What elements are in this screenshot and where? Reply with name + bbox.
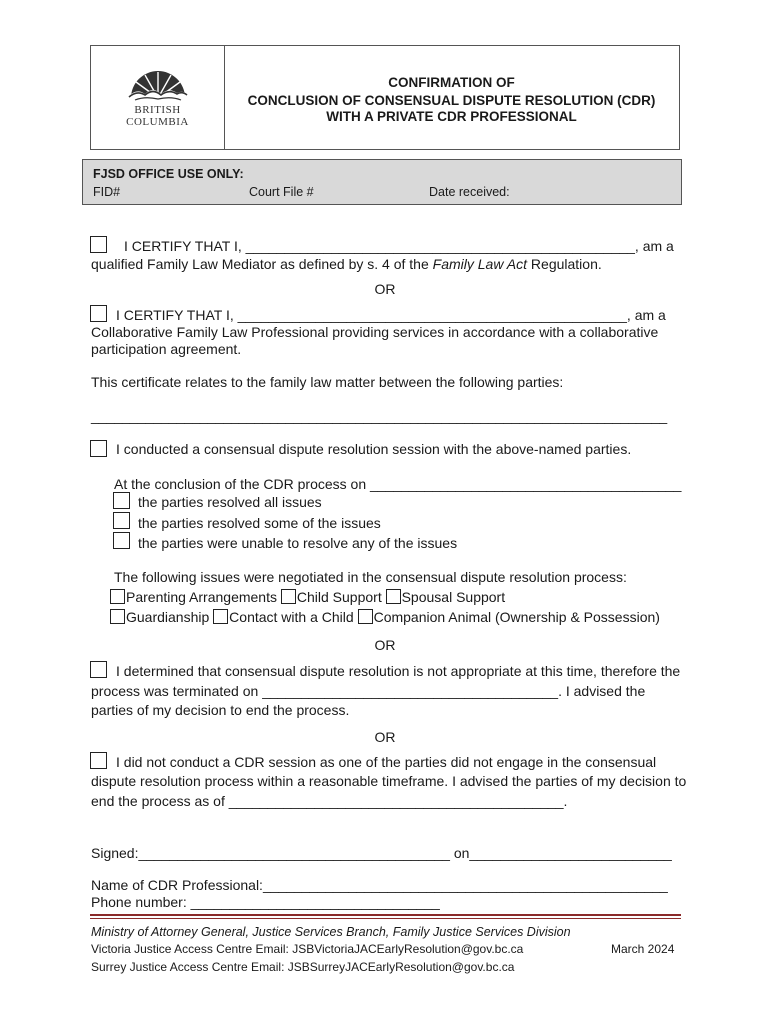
or-divider-1: OR bbox=[374, 281, 396, 297]
professional-name-line: Name of CDR Professional:____________________________________________________ bbox=[91, 877, 668, 893]
session-checkbox[interactable] bbox=[90, 440, 107, 457]
spousal-support-checkbox[interactable] bbox=[386, 589, 401, 604]
bc-logo-icon bbox=[127, 68, 189, 102]
companion-animal-checkbox[interactable] bbox=[358, 609, 373, 624]
guardianship-checkbox[interactable] bbox=[110, 609, 125, 624]
footer-rule-thin bbox=[90, 918, 681, 919]
terminated-line3: parties of my decision to end the process. bbox=[91, 702, 350, 718]
terminated-line1: I determined that consensual dispute resolution is not appropriate at this time, therefore the bbox=[116, 663, 681, 679]
parties-blank: __________________________________________________________________________ bbox=[91, 408, 668, 424]
signed-line: Signed:________________________________________ on__________________________ bbox=[91, 845, 672, 861]
unresolved-checkbox[interactable] bbox=[113, 532, 130, 549]
mediator-checkbox[interactable] bbox=[90, 236, 107, 253]
collaborative-checkbox[interactable] bbox=[90, 305, 107, 322]
certify-collab-line1: I CERTIFY THAT I, __________________________________________________, am a bbox=[116, 307, 666, 323]
footer-rule bbox=[90, 914, 681, 916]
date-received-label: Date received: bbox=[429, 185, 510, 199]
or-divider-2: OR bbox=[374, 637, 396, 653]
session-text: I conducted a consensual dispute resolution session with the above-named parties. bbox=[116, 441, 632, 457]
or-divider-3: OR bbox=[374, 729, 396, 745]
page-title-line3: WITH A PRIVATE CDR PROFESSIONAL bbox=[326, 109, 577, 124]
office-use-heading: FJSD OFFICE USE ONLY: bbox=[93, 167, 244, 181]
terminated-line2: process was terminated on ______________________________________. I advised the bbox=[91, 683, 646, 699]
contact-checkbox[interactable] bbox=[213, 609, 228, 624]
certify-mediator-line1: I CERTIFY THAT I, __________________________________________________, am a bbox=[124, 238, 674, 254]
court-file-label: Court File # bbox=[249, 185, 314, 199]
logo-text-line2: COLUMBIA bbox=[126, 116, 189, 128]
resolved-all-checkbox[interactable] bbox=[113, 492, 130, 509]
resolved-some-label: the parties resolved some of the issues bbox=[138, 515, 381, 531]
logo-text-line1: BRITISH bbox=[134, 104, 181, 116]
footer-surrey-email: Surrey Justice Access Centre Email: JSBSurreyJACEarlyResolution@gov.bc.ca bbox=[91, 960, 515, 974]
page-title-line1: CONFIRMATION OF bbox=[388, 75, 515, 90]
certify-collab-line2: Collaborative Family Law Professional providing services in accordance with a collaborative bbox=[91, 324, 659, 340]
no-engage-line1: I did not conduct a CDR session as one of the parties did not engage in the consensual bbox=[116, 754, 657, 770]
no-engage-checkbox[interactable] bbox=[90, 752, 107, 769]
page-title-line2: CONCLUSION OF CONSENSUAL DISPUTE RESOLUTION (CDR) bbox=[247, 93, 656, 108]
header-box bbox=[90, 45, 680, 150]
footer-ministry: Ministry of Attorney General, Justice Services Branch, Family Justice Services Division bbox=[91, 925, 571, 939]
terminated-checkbox[interactable] bbox=[90, 661, 107, 678]
no-engage-line3: end the process as of ___________________________________________. bbox=[91, 793, 568, 809]
phone-number-line: Phone number: ________________________________ bbox=[91, 894, 440, 910]
certify-mediator-line2: qualified Family Law Mediator as defined by s. 4 of the Family Law Act Regulation. bbox=[91, 256, 602, 272]
contact-label: Contact with a Child bbox=[229, 609, 354, 625]
unresolved-label: the parties were unable to resolve any of the issues bbox=[138, 535, 458, 551]
guardianship-label: Guardianship bbox=[126, 609, 210, 625]
issues-row-1 bbox=[110, 589, 505, 606]
parenting-checkbox[interactable] bbox=[110, 589, 125, 604]
child-support-label: Child Support bbox=[296, 589, 382, 605]
child-support-checkbox[interactable] bbox=[281, 589, 296, 604]
issues-row-2 bbox=[110, 609, 660, 626]
spousal-support-label: Spousal Support bbox=[401, 589, 506, 605]
footer-date: March 2024 bbox=[611, 942, 675, 956]
resolved-all-label: the parties resolved all issues bbox=[138, 494, 322, 510]
resolved-some-checkbox[interactable] bbox=[113, 512, 130, 529]
certify-collab-line3: participation agreement. bbox=[91, 341, 242, 357]
parenting-label: Parenting Arrangements bbox=[126, 589, 277, 605]
fid-label: FID# bbox=[93, 185, 121, 199]
conclusion-date-line: At the conclusion of the CDR process on ________________________________________ bbox=[114, 476, 682, 492]
footer-victoria-email: Victoria Justice Access Centre Email: JSBVictoriaJACEarlyResolution@gov.bc.ca bbox=[91, 942, 524, 956]
no-engage-line2: dispute resolution process within a reasonable timeframe. I advised the parties of my decision to bbox=[91, 773, 687, 789]
logo-cell bbox=[91, 46, 225, 149]
parties-text: This certificate relates to the family law matter between the following parties: bbox=[91, 374, 564, 390]
office-use-box bbox=[82, 159, 682, 205]
companion-animal-label: Companion Animal (Ownership & Possession) bbox=[373, 609, 660, 625]
issues-intro: The following issues were negotiated in the consensual dispute resolution process: bbox=[114, 569, 627, 585]
